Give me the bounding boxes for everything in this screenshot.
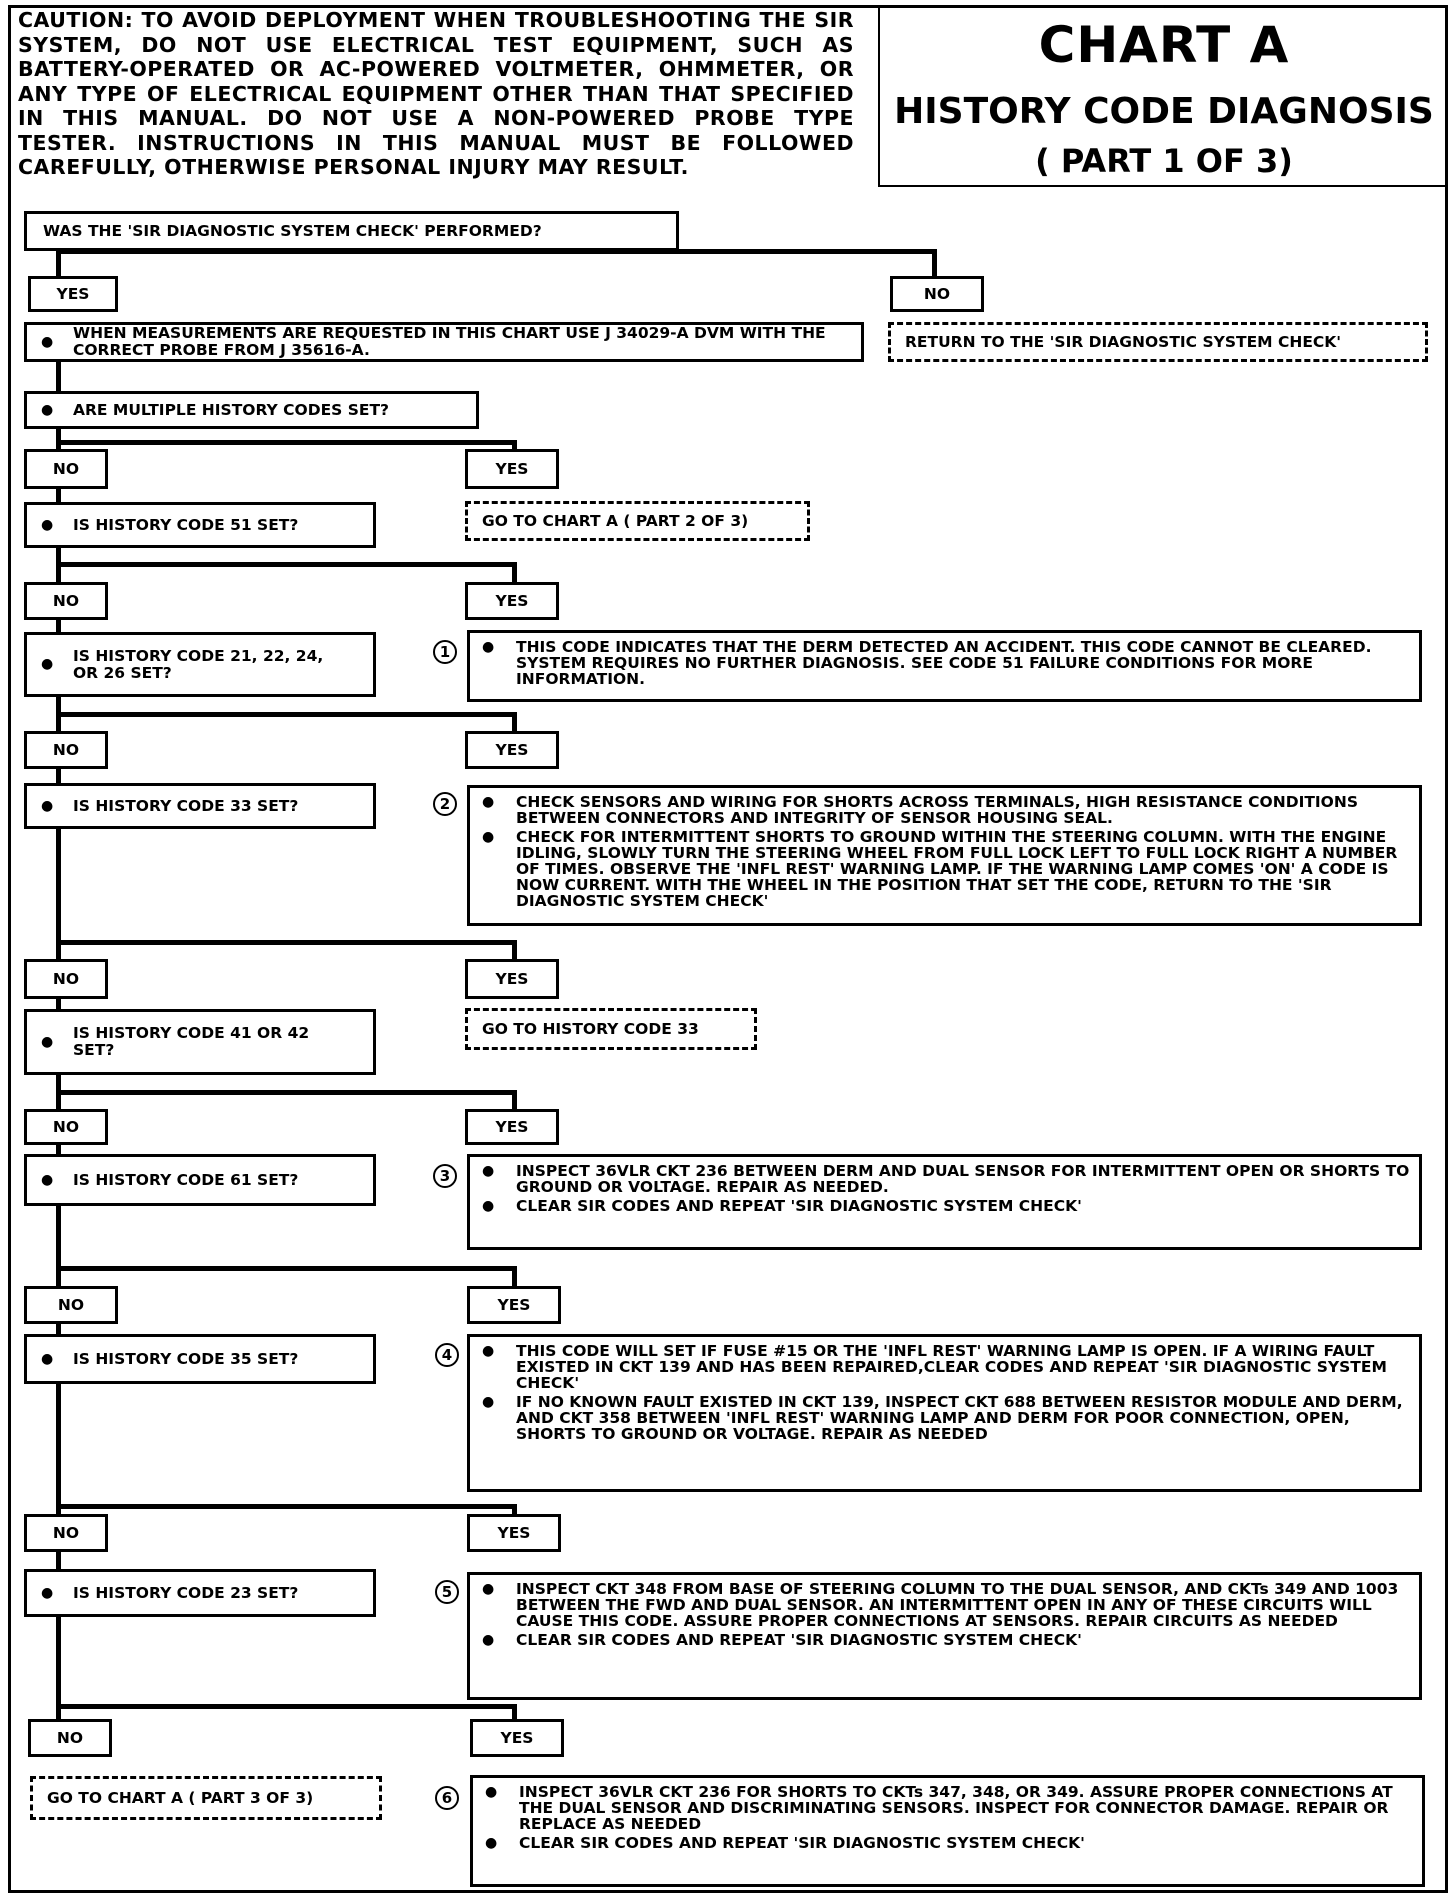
return-to-system-check: RETURN TO THE 'SIR DIAGNOSTIC SYSTEM CHECK' bbox=[888, 322, 1428, 362]
flow-line bbox=[56, 1203, 61, 1289]
note-marker-5: 5 bbox=[435, 1580, 459, 1604]
question-code-51: ● IS HISTORY CODE 51 SET? bbox=[24, 502, 376, 548]
yes-label: YES bbox=[465, 1109, 559, 1145]
flow-line bbox=[56, 940, 516, 945]
chart-title: CHART A bbox=[1038, 16, 1290, 74]
question-system-check: WAS THE 'SIR DIAGNOSTIC SYSTEM CHECK' PERFORMED? bbox=[24, 211, 679, 251]
measurement-instruction: ● WHEN MEASUREMENTS ARE REQUESTED IN THIS CHART USE J 34029-A DVM WITH THE CORRECT PROBE FROM J 35616-A. bbox=[24, 322, 864, 362]
result-code-23: ● INSPECT CKT 348 FROM BASE OF STEERING COLUMN TO THE DUAL SENSOR, AND CKTs 349 AND 1003 BETWEEN THE FWD AND DUAL SENSOR. AN INTERMITTENT OPEN IN ANY OF THESE CIRCUITS WILL CAUSE THIS CODE. ASSURE PROPER CONNECTIONS AT SENSORS. REPAIR CIRCUITS AS NEEDED ● CLEAR SIR CODES AND REPEAT 'SIR DIAGNOSTIC SYSTEM CHECK' bbox=[467, 1572, 1422, 1700]
yes-label: YES bbox=[467, 1286, 561, 1324]
note-marker-3: 3 bbox=[433, 1164, 457, 1188]
question-multiple-codes: ● ARE MULTIPLE HISTORY CODES SET? bbox=[24, 391, 479, 429]
goto-part-2: GO TO CHART A ( PART 2 OF 3) bbox=[465, 501, 810, 541]
question-code-33: ● IS HISTORY CODE 33 SET? bbox=[24, 783, 376, 829]
yes-label: YES bbox=[467, 1514, 561, 1552]
no-label: NO bbox=[890, 276, 984, 312]
flow-line bbox=[56, 249, 61, 279]
question-code-61: ● IS HISTORY CODE 61 SET? bbox=[24, 1154, 376, 1206]
no-label: NO bbox=[24, 582, 108, 620]
result-code-23-no: ● INSPECT 36VLR CKT 236 FOR SHORTS TO CKTs 347, 348, OR 349. ASSURE PROPER CONNECTIONS AT THE DUAL SENSOR AND DISCRIMINATING SENSORS. INSPECT FOR CONNECTOR DAMAGE. REPAIR OR REPLACE AS NEEDED ● CLEAR SIR CODES AND REPEAT 'SIR DIAGNOSTIC SYSTEM CHECK' bbox=[470, 1775, 1425, 1887]
question-code-21-22-24-26: ● IS HISTORY CODE 21, 22, 24, OR 26 SET? bbox=[24, 632, 376, 697]
no-label: NO bbox=[24, 1109, 108, 1145]
chart-part: ( PART 1 OF 3) bbox=[1035, 142, 1293, 180]
flow-line bbox=[932, 249, 937, 279]
flow-line bbox=[56, 1381, 61, 1517]
note-marker-6: 6 bbox=[435, 1786, 459, 1810]
question-code-35: ● IS HISTORY CODE 35 SET? bbox=[24, 1334, 376, 1384]
flow-line bbox=[56, 1704, 516, 1709]
no-label: NO bbox=[28, 1719, 112, 1757]
flow-line bbox=[56, 1504, 516, 1509]
goto-history-code-33: GO TO HISTORY CODE 33 bbox=[465, 1008, 757, 1050]
result-code-21-22-24-26: ● CHECK SENSORS AND WIRING FOR SHORTS ACROSS TERMINALS, HIGH RESISTANCE CONDITIONS BETWEEN CONNECTORS AND INTEGRITY OF SENSOR HOUSING SEAL. ● CHECK FOR INTERMITTENT SHORTS TO GROUND WITHIN THE STEERING COLUMN. WITH THE ENGINE IDLING, SLOWLY TURN THE STEERING WHEEL FROM FULL LOCK LEFT TO FULL LOCK RIGHT A NUMBER OF TIMES. OBSERVE THE 'INFL REST' WARNING LAMP. IF THE WARNING LAMP COMES 'ON' A CODE IS NOW CURRENT. WITH THE WHEEL IN THE POSITION THAT SET THE CODE, RETURN TO THE 'SIR DIAGNOSTIC SYSTEM CHECK' bbox=[467, 785, 1422, 926]
flow-line bbox=[56, 426, 61, 451]
result-code-35: ● THIS CODE WILL SET IF FUSE #15 OR THE 'INFL REST' WARNING LAMP IS OPEN. IF A WIRING FAULT EXISTED IN CKT 139 AND HAS BEEN REPAIRED,CLEAR CODES AND REPEAT 'SIR DIAGNOSTIC SYSTEM CHECK' ● IF NO KNOWN FAULT EXISTED IN CKT 139, INSPECT CKT 688 BETWEEN RESISTOR MODULE AND DERM, AND CKT 358 BETWEEN 'INFL REST' WARNING LAMP AND DERM FOR POOR CONNECTION, OPEN, SHORTS TO GROUND OR VOLTAGE. REPAIR AS NEEDED bbox=[467, 1334, 1422, 1492]
note-marker-2: 2 bbox=[433, 792, 457, 816]
question-code-23: ● IS HISTORY CODE 23 SET? bbox=[24, 1569, 376, 1617]
result-code-61: ● INSPECT 36VLR CKT 236 BETWEEN DERM AND DUAL SENSOR FOR INTERMITTENT OPEN OR SHORTS TO GROUND OR VOLTAGE. REPAIR AS NEEDED. ● CLEAR SIR CODES AND REPEAT 'SIR DIAGNOSTIC SYSTEM CHECK' bbox=[467, 1154, 1422, 1250]
result-code-51: ● THIS CODE INDICATES THAT THE DERM DETECTED AN ACCIDENT. THIS CODE CANNOT BE CLEARED. SYSTEM REQUIRES NO FURTHER DIAGNOSIS. SEE CODE 51 FAILURE CONDITIONS FOR MORE INFORMATION. bbox=[467, 630, 1422, 702]
yes-label: YES bbox=[470, 1719, 564, 1757]
no-label: NO bbox=[24, 1514, 108, 1552]
goto-part-3: GO TO CHART A ( PART 3 OF 3) bbox=[30, 1776, 382, 1820]
yes-label: YES bbox=[465, 449, 559, 489]
no-label: NO bbox=[24, 959, 108, 999]
yes-label: YES bbox=[465, 959, 559, 999]
yes-label: YES bbox=[28, 276, 118, 312]
no-label: NO bbox=[24, 731, 108, 769]
chart-subtitle: HISTORY CODE DIAGNOSIS bbox=[894, 91, 1434, 132]
yes-label: YES bbox=[465, 582, 559, 620]
note-marker-1: 1 bbox=[433, 640, 457, 664]
title-box bbox=[878, 5, 1448, 187]
no-label: NO bbox=[24, 1286, 118, 1324]
flow-line bbox=[56, 1090, 516, 1095]
no-label: NO bbox=[24, 449, 108, 489]
flow-line bbox=[56, 712, 516, 717]
note-marker-4: 4 bbox=[435, 1343, 459, 1367]
yes-label: YES bbox=[465, 731, 559, 769]
caution-text: CAUTION: TO AVOID DEPLOYMENT WHEN TROUBLESHOOTING THE SIR SYSTEM, DO NOT USE ELECTRICAL TEST EQUIPMENT, SUCH AS BATTERY-OPERATED OR AC-POWERED VOLTMETER, OHMMETER, OR ANY TYPE OF ELECTRICAL EQUIPMENT OTHER THAN THAT SPECIFIED IN THIS MANUAL. DO NOT USE A NON-POWERED PROBE TYPE TESTER. INSTRUCTIONS IN THIS MANUAL MUST BE FOLLOWED CAREFULLY, OTHERWISE PERSONAL INJURY MAY RESULT. bbox=[18, 8, 854, 179]
question-code-41-42: ● IS HISTORY CODE 41 OR 42 SET? bbox=[24, 1009, 376, 1075]
flow-line bbox=[56, 562, 516, 567]
flow-line bbox=[56, 1266, 516, 1271]
flow-line bbox=[56, 440, 516, 445]
flow-line bbox=[56, 360, 61, 394]
